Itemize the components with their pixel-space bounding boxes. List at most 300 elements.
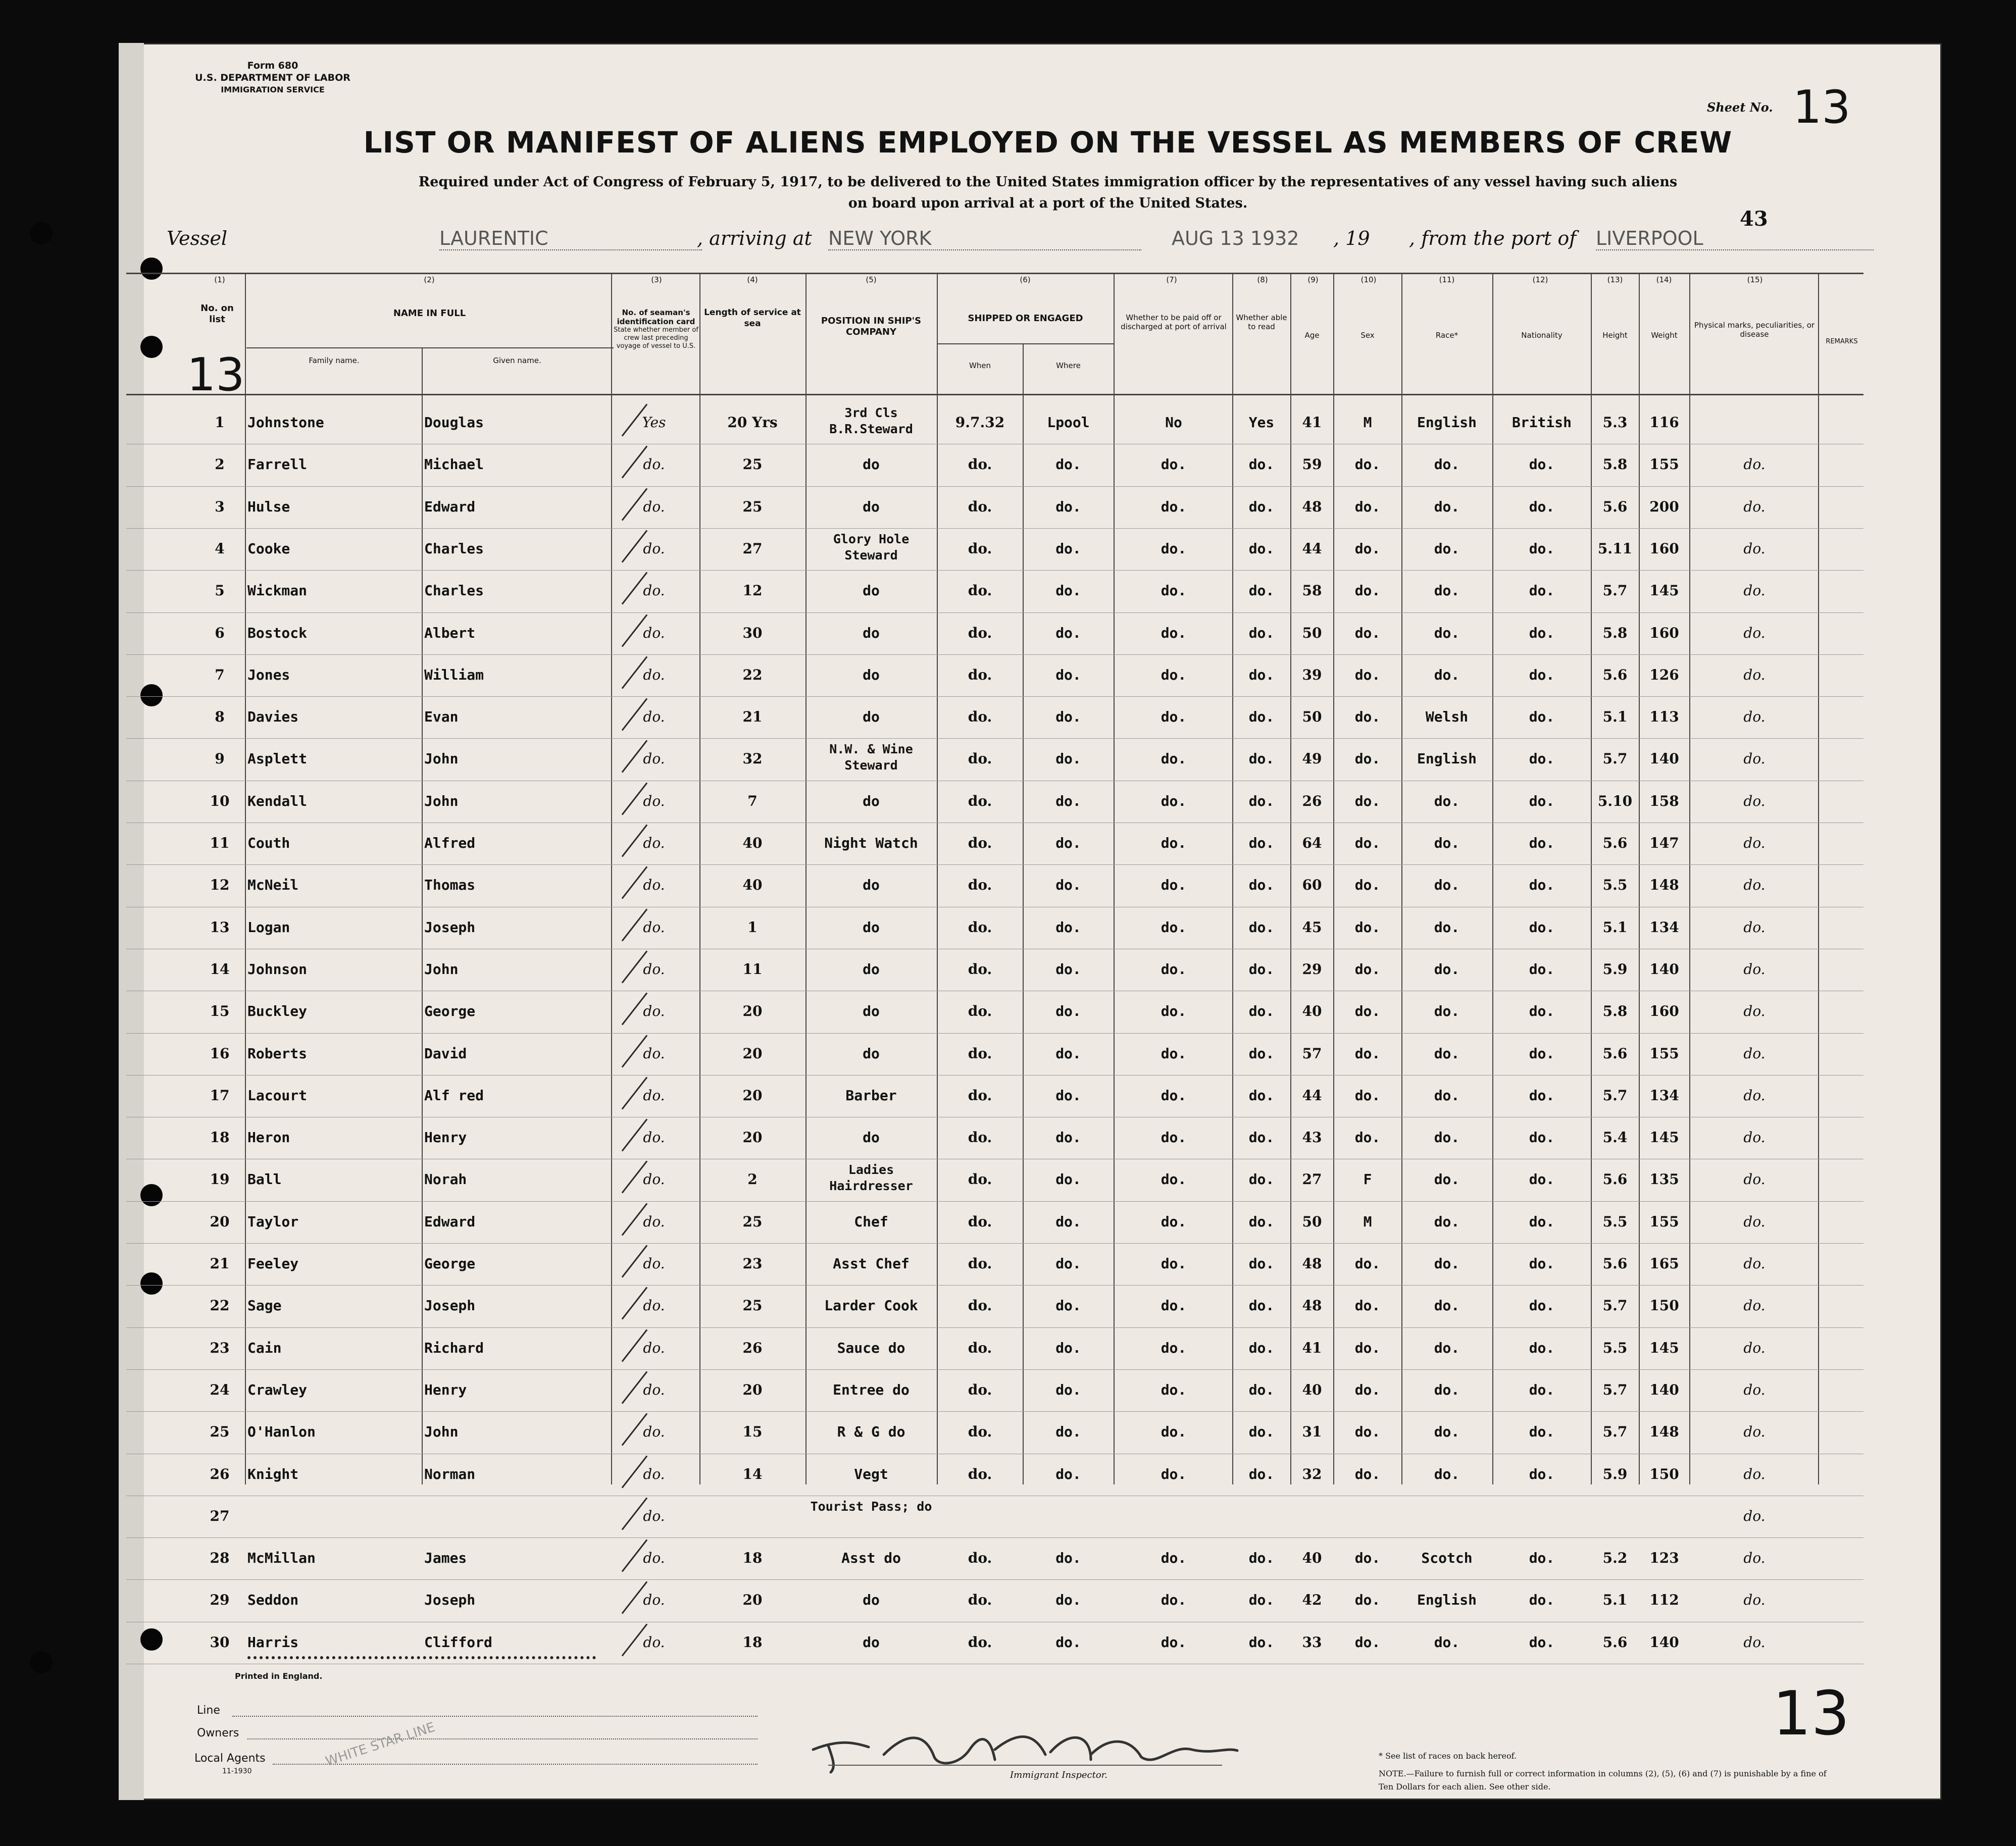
cell-weight: 200 xyxy=(1649,498,1679,515)
cell-height: 5.1 xyxy=(1602,918,1628,936)
cell-physical: do. xyxy=(1743,1171,1766,1188)
cell-no: 12 xyxy=(210,877,230,894)
cell-where: do. xyxy=(1055,877,1081,894)
cell-race: do. xyxy=(1434,792,1460,809)
cell-weight: 148 xyxy=(1649,877,1679,894)
cell-sex: do. xyxy=(1354,918,1381,936)
cell-given: Albert xyxy=(424,624,476,641)
cell-physical: do. xyxy=(1743,1423,1766,1441)
header-paid-off: Whether to be paid off or discharged at port of arrival xyxy=(1121,313,1227,331)
cell-where: do. xyxy=(1055,498,1081,515)
cell-read: do. xyxy=(1248,792,1275,809)
race-note: * See list of races on back hereof. xyxy=(1379,1751,1517,1761)
cell-sex: do. xyxy=(1354,960,1381,978)
cell-position: R & G do xyxy=(837,1423,905,1441)
cell-read: do. xyxy=(1248,750,1275,767)
vessel-label: Vessel xyxy=(167,227,228,249)
cell-no: 15 xyxy=(210,1003,230,1020)
cell-family: McNeil xyxy=(247,877,299,894)
cell-given: Alf red xyxy=(424,1087,484,1104)
cell-weight: 155 xyxy=(1649,1213,1679,1230)
cell-nationality: do. xyxy=(1529,835,1555,851)
cell-when: do. xyxy=(968,1339,992,1356)
cell-family: Logan xyxy=(247,918,290,936)
binder-hole xyxy=(140,684,163,706)
cell-where: do. xyxy=(1055,960,1081,978)
cell-sex: do. xyxy=(1354,1423,1381,1441)
cell-physical: do. xyxy=(1743,1633,1766,1651)
cell-given: Charles xyxy=(424,582,484,599)
cell-card: do. xyxy=(643,1045,665,1062)
cell-when: do. xyxy=(968,582,992,599)
cell-where: do. xyxy=(1055,456,1081,473)
cell-nationality: do. xyxy=(1529,1255,1555,1272)
cell-service: 32 xyxy=(742,750,763,767)
cell-card: do. xyxy=(643,1129,665,1146)
cell-read: do. xyxy=(1248,877,1275,894)
cell-nationality: British xyxy=(1511,414,1572,431)
cell-sex: M xyxy=(1363,1213,1372,1230)
cell-position: Asst Chef xyxy=(833,1255,910,1272)
cell-position: Chef xyxy=(854,1213,888,1230)
column-number: (6) xyxy=(1020,275,1031,284)
cell-weight: 148 xyxy=(1649,1423,1679,1441)
binder-hole xyxy=(30,222,53,244)
cell-physical: do. xyxy=(1743,960,1766,978)
cell-when: do. xyxy=(968,1213,992,1230)
cell-given: Evan xyxy=(424,708,459,726)
cell-physical: do. xyxy=(1743,1213,1766,1230)
table-top-rule xyxy=(126,273,1863,274)
header-where: Where xyxy=(1056,361,1081,370)
cell-height: 5.2 xyxy=(1602,1550,1628,1567)
cell-given: Joseph xyxy=(424,1592,476,1609)
inspector-label: Immigrant Inspector. xyxy=(1010,1770,1108,1780)
cell-read: do. xyxy=(1248,1003,1275,1020)
cell-height: 5.6 xyxy=(1602,835,1628,851)
cell-height: 5.7 xyxy=(1602,1381,1628,1398)
cell-card: do. xyxy=(643,1550,665,1567)
cell-paid: do. xyxy=(1161,1129,1187,1146)
cell-given: George xyxy=(424,1255,476,1272)
cell-physical: do. xyxy=(1743,877,1766,894)
cell-position: do xyxy=(863,456,880,473)
cell-nationality: do. xyxy=(1529,456,1555,473)
cell-paid: do. xyxy=(1161,1633,1187,1651)
cell-weight: 134 xyxy=(1649,1087,1679,1104)
cell-service: 27 xyxy=(742,540,763,557)
cell-nationality: do. xyxy=(1529,918,1555,936)
cell-card: do. xyxy=(643,1465,665,1482)
cell-given: Clifford xyxy=(424,1633,492,1651)
agent-stamp: WHITE STAR LINE xyxy=(323,1719,437,1770)
cell-paid: do. xyxy=(1161,1339,1187,1356)
cell-race: do. xyxy=(1434,540,1460,557)
cell-paid: do. xyxy=(1161,792,1187,809)
cell-card: do. xyxy=(643,750,665,767)
cell-when: do. xyxy=(968,1381,992,1398)
cell-height: 5.6 xyxy=(1602,1045,1628,1062)
cell-weight: 116 xyxy=(1649,414,1679,431)
header-no-on-list: No. on list xyxy=(200,303,234,325)
column-number: (15) xyxy=(1747,275,1763,284)
cell-when: do. xyxy=(968,792,992,809)
cell-age: 48 xyxy=(1302,498,1322,515)
cell-read: do. xyxy=(1248,960,1275,978)
cell-height: 5.10 xyxy=(1597,792,1633,809)
cell-no: 7 xyxy=(215,666,225,683)
agents-label: Local Agents xyxy=(194,1752,266,1765)
cell-weight: 113 xyxy=(1649,708,1679,726)
column-divider xyxy=(1023,343,1024,1484)
row-rule xyxy=(126,1411,1863,1412)
cell-physical: do. xyxy=(1743,498,1766,515)
cell-weight: 155 xyxy=(1649,456,1679,473)
cell-card: do. xyxy=(643,1507,665,1524)
cell-race: Welsh xyxy=(1425,708,1469,726)
cell-age: 42 xyxy=(1302,1592,1322,1609)
cell-weight: 160 xyxy=(1649,624,1679,641)
cell-sex: do. xyxy=(1354,1633,1381,1651)
page-subtitle xyxy=(354,172,1742,214)
column-divider xyxy=(1114,273,1115,1484)
cell-family: Harris xyxy=(247,1633,299,1651)
column-divider xyxy=(1818,273,1819,1484)
cell-where: do. xyxy=(1055,582,1081,599)
cell-family: Buckley xyxy=(247,1003,308,1020)
cell-service: 20 xyxy=(742,1381,763,1398)
cell-no: 23 xyxy=(210,1339,230,1356)
column-divider xyxy=(937,273,938,1484)
cell-height: 5.1 xyxy=(1602,708,1628,726)
cell-position: do xyxy=(863,877,880,894)
cell-position: Glory Hole Steward xyxy=(833,531,910,562)
cell-service: 20 xyxy=(742,1003,763,1020)
inspector-signature-rule xyxy=(828,1765,1222,1766)
column-divider xyxy=(245,273,246,1484)
cell-where: do. xyxy=(1055,835,1081,851)
cell-no: 27 xyxy=(210,1507,230,1524)
cell-race: Scotch xyxy=(1421,1550,1473,1567)
cell-weight: 155 xyxy=(1649,1045,1679,1062)
cell-no: 26 xyxy=(210,1465,230,1482)
cell-where: do. xyxy=(1055,1633,1081,1651)
row-rule xyxy=(126,654,1863,655)
cell-age: 43 xyxy=(1302,1129,1322,1146)
owners-field xyxy=(247,1738,758,1739)
cell-card: do. xyxy=(643,582,665,599)
cell-card: do. xyxy=(643,1087,665,1104)
cell-where: do. xyxy=(1055,1297,1081,1314)
cell-given: John xyxy=(424,1423,459,1441)
cell-paid: do. xyxy=(1161,1423,1187,1441)
cell-race: do. xyxy=(1434,1171,1460,1188)
cell-no: 30 xyxy=(210,1633,230,1651)
cell-read: do. xyxy=(1248,1465,1275,1482)
cell-where: do. xyxy=(1055,624,1081,641)
cell-paid: do. xyxy=(1161,877,1187,894)
cell-sex: do. xyxy=(1354,1003,1381,1020)
cell-race: do. xyxy=(1434,918,1460,936)
list-terminator xyxy=(247,1656,596,1659)
row-rule xyxy=(126,1285,1863,1286)
cell-position: do xyxy=(863,1592,880,1609)
header-physical-marks: Physical marks, peculiarities, or disease xyxy=(1694,321,1815,339)
cell-where: Lpool xyxy=(1047,414,1090,431)
cell-given: Joseph xyxy=(424,1297,476,1314)
header-position: POSITION IN SHIP'S COMPANY xyxy=(821,316,922,337)
cell-age: 44 xyxy=(1302,1087,1322,1104)
cell-read: do. xyxy=(1248,1550,1275,1567)
cell-where: do. xyxy=(1055,1465,1081,1482)
cell-service: 20 xyxy=(742,1129,763,1146)
cell-service: 1 xyxy=(747,918,758,936)
cell-when: do. xyxy=(968,1297,992,1314)
cell-position: do xyxy=(863,1129,880,1146)
cell-sex: do. xyxy=(1354,1087,1381,1104)
cell-no: 21 xyxy=(210,1255,230,1272)
cell-given: Henry xyxy=(424,1129,467,1146)
cell-card: do. xyxy=(643,456,665,473)
cell-given: George xyxy=(424,1003,476,1020)
cell-weight: 135 xyxy=(1649,1171,1679,1188)
cell-position: do xyxy=(863,666,880,683)
cell-nationality: do. xyxy=(1529,1087,1555,1104)
cell-service: 25 xyxy=(742,456,763,473)
cell-physical: do. xyxy=(1743,918,1766,936)
cell-paid: do. xyxy=(1161,708,1187,726)
cell-no: 14 xyxy=(210,960,230,978)
cell-sex: do. xyxy=(1354,792,1381,809)
cell-age: 57 xyxy=(1302,1045,1322,1062)
header-shipped-engaged: SHIPPED OR ENGAGED xyxy=(968,313,1083,324)
cell-physical: do. xyxy=(1743,624,1766,641)
cell-where: do. xyxy=(1055,666,1081,683)
cell-paid: do. xyxy=(1161,498,1187,515)
cell-paid: do. xyxy=(1161,666,1187,683)
row-rule xyxy=(126,1243,1863,1244)
header-remarks: REMARKS xyxy=(1826,338,1858,345)
cell-card: do. xyxy=(643,1255,665,1272)
cell-card: do. xyxy=(643,1003,665,1020)
cell-position: do xyxy=(863,918,880,936)
header-height: Height xyxy=(1602,331,1628,340)
line-field xyxy=(232,1716,758,1717)
cell-race: do. xyxy=(1434,1381,1460,1398)
header-given-name: Given name. xyxy=(493,356,541,365)
cell-where: do. xyxy=(1055,750,1081,767)
cell-where: do. xyxy=(1055,918,1081,936)
cell-family: O'Hanlon xyxy=(247,1423,316,1441)
cell-card: do. xyxy=(643,1633,665,1651)
cell-weight: 126 xyxy=(1649,666,1679,683)
cell-no: 4 xyxy=(215,540,225,557)
cell-paid: do. xyxy=(1161,540,1187,557)
service-name: IMMIGRATION SERVICE xyxy=(221,85,325,94)
cell-when: do. xyxy=(968,1255,992,1272)
cell-weight: 134 xyxy=(1649,918,1679,936)
cell-given: James xyxy=(424,1550,467,1567)
cell-paid: do. xyxy=(1161,960,1187,978)
cell-service: 18 xyxy=(742,1550,763,1567)
column-number: (8) xyxy=(1257,275,1268,284)
row-rule xyxy=(126,1201,1863,1202)
cell-read: do. xyxy=(1248,1255,1275,1272)
cell-service: 7 xyxy=(747,792,758,809)
cell-position: 3rd Cls B.R.Steward xyxy=(829,405,913,436)
cell-nationality: do. xyxy=(1529,624,1555,641)
cell-when: 9.7.32 xyxy=(955,414,1005,431)
cell-physical: do. xyxy=(1743,1045,1766,1062)
cell-paid: No xyxy=(1165,414,1182,431)
header-when: When xyxy=(969,361,991,370)
cell-nationality: do. xyxy=(1529,960,1555,978)
cell-given: John xyxy=(424,960,459,978)
column-number: (10) xyxy=(1360,275,1377,284)
cell-physical: do. xyxy=(1743,1003,1766,1020)
cell-sex: do. xyxy=(1354,582,1381,599)
cell-read: do. xyxy=(1248,1297,1275,1314)
cell-given: Charles xyxy=(424,540,484,557)
cell-given: Norman xyxy=(424,1465,476,1482)
cell-height: 5.7 xyxy=(1602,1423,1628,1441)
cell-service: 20 xyxy=(742,1087,763,1104)
cell-weight: 145 xyxy=(1649,1339,1679,1356)
cell-paid: do. xyxy=(1161,1213,1187,1230)
column-number: (1) xyxy=(214,275,225,284)
cell-where: do. xyxy=(1055,1213,1081,1230)
cell-position: Barber xyxy=(845,1087,897,1104)
cell-position: do xyxy=(863,624,880,641)
cell-weight: 150 xyxy=(1649,1297,1679,1314)
cell-weight: 160 xyxy=(1649,1003,1679,1020)
cell-card: do. xyxy=(643,498,665,515)
header-seaman-card-title: No. of seaman's identification card xyxy=(617,308,695,326)
binder-hole xyxy=(140,1184,163,1206)
cell-nationality: do. xyxy=(1529,877,1555,894)
cell-sex: do. xyxy=(1354,1297,1381,1314)
cell-when: do. xyxy=(968,708,992,726)
cell-when: do. xyxy=(968,1171,992,1188)
from-port-label: , from the port of xyxy=(1409,227,1577,249)
cell-when: do. xyxy=(968,918,992,936)
cell-sex: M xyxy=(1363,414,1372,431)
cell-when: do. xyxy=(968,877,992,894)
cell-nationality: do. xyxy=(1529,1550,1555,1567)
vessel-line xyxy=(167,227,1757,258)
cell-where: do. xyxy=(1055,1592,1081,1609)
cell-read: do. xyxy=(1248,1129,1275,1146)
cell-read: do. xyxy=(1248,1423,1275,1441)
cell-nationality: do. xyxy=(1529,498,1555,515)
binder-hole xyxy=(30,1651,53,1673)
cell-where: do. xyxy=(1055,1171,1081,1188)
cell-age: 49 xyxy=(1302,750,1322,767)
cell-age: 26 xyxy=(1302,792,1322,809)
cell-weight: 140 xyxy=(1649,1381,1679,1398)
page-title: LIST OR MANIFEST OF ALIENS EMPLOYED ON THE VESSEL AS MEMBERS OF CREW xyxy=(363,125,1733,160)
cell-age: 41 xyxy=(1302,1339,1322,1356)
cell-height: 5.5 xyxy=(1602,1213,1628,1230)
cell-race: do. xyxy=(1434,498,1460,515)
cell-read: do. xyxy=(1248,666,1275,683)
column-number: (2) xyxy=(424,275,435,284)
cell-card: do. xyxy=(643,624,665,641)
cell-physical: do. xyxy=(1743,1339,1766,1356)
row-rule xyxy=(126,570,1863,571)
header-race: Race* xyxy=(1435,331,1458,340)
cell-no: 29 xyxy=(210,1592,230,1609)
form-identifier xyxy=(167,60,379,96)
cell-sex: do. xyxy=(1354,1255,1381,1272)
cell-card: do. xyxy=(643,960,665,978)
cell-given: William xyxy=(424,666,484,683)
cell-position: Entree do xyxy=(833,1381,910,1398)
cell-position: do xyxy=(863,1045,880,1062)
cell-given: Douglas xyxy=(424,414,484,431)
cell-weight: 123 xyxy=(1649,1550,1679,1567)
cell-read: do. xyxy=(1248,1381,1275,1398)
printed-note: Printed in England. xyxy=(235,1671,323,1681)
cell-read: do. xyxy=(1248,1592,1275,1609)
cell-family: Farrell xyxy=(247,456,308,473)
cell-where: do. xyxy=(1055,1339,1081,1356)
cell-when: do. xyxy=(968,1045,992,1062)
header-weight: Weight xyxy=(1651,331,1678,340)
column-divider xyxy=(611,273,612,1484)
cell-card: do. xyxy=(643,1297,665,1314)
cell-card: do. xyxy=(643,1339,665,1356)
cell-no: 1 xyxy=(215,414,225,431)
cell-nationality: do. xyxy=(1529,750,1555,767)
cell-age: 40 xyxy=(1302,1381,1322,1398)
column-number: (13) xyxy=(1607,275,1623,284)
cell-service: 14 xyxy=(742,1465,763,1482)
cell-height: 5.3 xyxy=(1602,414,1628,431)
cell-position: Tourist Pass; do xyxy=(810,1499,932,1514)
cell-family: Kendall xyxy=(247,792,308,809)
cell-no: 2 xyxy=(215,456,225,473)
cell-family: Crawley xyxy=(247,1381,308,1398)
cell-sex: do. xyxy=(1354,540,1381,557)
cell-service: 25 xyxy=(742,1213,763,1230)
cell-age: 32 xyxy=(1302,1465,1322,1482)
cell-when: do. xyxy=(968,1003,992,1020)
cell-when: do. xyxy=(968,960,992,978)
cell-height: 5.5 xyxy=(1602,877,1628,894)
cell-nationality: do. xyxy=(1529,1213,1555,1230)
cell-height: 5.11 xyxy=(1597,540,1633,557)
cell-paid: do. xyxy=(1161,456,1187,473)
row-rule xyxy=(126,864,1863,865)
cell-sex: do. xyxy=(1354,877,1381,894)
shipped-subheader-rule xyxy=(937,343,1114,344)
cell-service: 2 xyxy=(747,1171,758,1188)
cell-height: 5.9 xyxy=(1602,1465,1628,1482)
cell-weight: 145 xyxy=(1649,1129,1679,1146)
cell-read: do. xyxy=(1248,1213,1275,1230)
cell-when: do. xyxy=(968,540,992,557)
arrival-port: NEW YORK xyxy=(828,227,1141,250)
cell-position: do xyxy=(863,582,880,599)
cell-physical: do. xyxy=(1743,1550,1766,1567)
binder-hole xyxy=(140,1628,163,1651)
header-seaman-card-note: State whether member of crew last preceding voyage of vessel to U.S. xyxy=(614,326,698,350)
column-number: (11) xyxy=(1439,275,1455,284)
cell-read: do. xyxy=(1248,582,1275,599)
cell-read: do. xyxy=(1248,456,1275,473)
cell-family: Heron xyxy=(247,1129,290,1146)
